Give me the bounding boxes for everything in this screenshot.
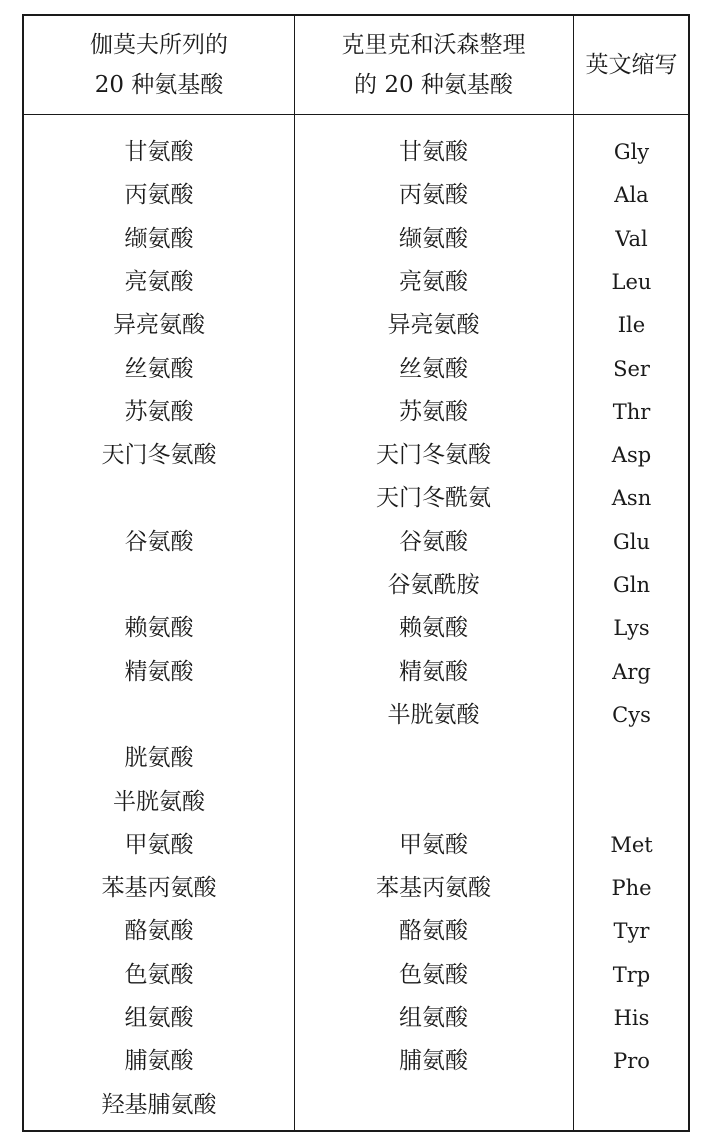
abbreviation-cell: Pro — [613, 1049, 650, 1073]
header-gamow — [24, 16, 294, 114]
abbreviation-cell — [573, 782, 690, 822]
gamow-cell: 赖氨酸 — [124, 615, 194, 641]
abbreviation-cell: Val — [615, 227, 648, 251]
gamow-cell: 组氨酸 — [124, 1005, 194, 1031]
abbreviation-cell: Ile — [617, 313, 646, 337]
crick-watson-cell: 丝氨酸 — [399, 356, 468, 382]
crick-watson-cell: 异亮氨酸 — [387, 312, 480, 338]
crick-watson-cell: 苏氨酸 — [399, 399, 468, 425]
gamow-cell: 羟基脯氨酸 — [101, 1092, 217, 1118]
crick-watson-cell: 谷氨酸 — [399, 529, 468, 555]
gamow-cell — [24, 565, 294, 605]
abbreviation-cell: Tyr — [613, 919, 650, 943]
abbreviation-cell: Leu — [611, 270, 652, 294]
crick-watson-cell: 精氨酸 — [399, 659, 468, 685]
gamow-cell: 苯基丙氨酸 — [101, 875, 217, 901]
gamow-cell: 色氨酸 — [124, 962, 194, 988]
crick-watson-cell: 酪氨酸 — [399, 918, 468, 944]
gamow-cell: 甲氨酸 — [124, 832, 194, 858]
abbreviation-cell: Met — [610, 833, 653, 857]
gamow-cell — [24, 695, 294, 735]
abbreviation-cell: Cys — [612, 703, 651, 727]
abbreviation-cell: Arg — [612, 660, 651, 684]
abbreviation-cell: Thr — [612, 400, 651, 424]
abbreviation-cell: His — [613, 1006, 650, 1030]
gamow-cell: 酪氨酸 — [124, 918, 194, 944]
abbreviation-cell: Asp — [611, 443, 652, 467]
crick-watson-cell: 脯氨酸 — [399, 1048, 468, 1074]
gamow-cell: 丝氨酸 — [124, 356, 194, 382]
crick-watson-cell: 苯基丙氨酸 — [376, 875, 491, 901]
header-gamow-line1: 伽莫夫所列的 — [90, 32, 228, 58]
header-abbreviation: 英文缩写 — [585, 52, 678, 78]
abbreviation-cell: Gly — [613, 140, 650, 164]
header-divider — [24, 114, 688, 115]
crick-watson-cell — [294, 782, 573, 822]
crick-watson-cell: 谷氨酰胺 — [387, 572, 480, 598]
header-crick-line1: 克里克和沃森整理 — [341, 32, 526, 58]
gamow-cell: 半胱氨酸 — [113, 789, 205, 815]
gamow-cell: 谷氨酸 — [124, 529, 194, 555]
gamow-cell: 苏氨酸 — [124, 399, 194, 425]
abbreviation-cell — [573, 1085, 690, 1125]
crick-watson-cell: 甘氨酸 — [399, 139, 468, 165]
crick-watson-cell: 天门冬氨酸 — [376, 442, 491, 468]
gamow-cell: 天门冬氨酸 — [101, 442, 217, 468]
abbreviation-cell: Lys — [613, 616, 650, 640]
abbreviation-cell — [573, 738, 690, 778]
gamow-cell: 异亮氨酸 — [113, 312, 205, 338]
crick-watson-cell: 亮氨酸 — [399, 269, 468, 295]
gamow-cell: 缬氨酸 — [124, 226, 194, 252]
header-crick-line2: 的 20 种氨基酸 — [354, 72, 513, 98]
gamow-cell: 丙氨酸 — [124, 182, 194, 208]
crick-watson-cell — [294, 1085, 573, 1125]
crick-watson-cell: 组氨酸 — [399, 1005, 468, 1031]
header-crick-watson — [294, 16, 573, 114]
crick-watson-cell: 天门冬酰氨 — [376, 485, 491, 511]
abbreviation-cell: Asn — [611, 486, 652, 510]
crick-watson-cell: 半胱氨酸 — [387, 702, 480, 728]
abbreviation-cell: Ala — [614, 183, 649, 207]
gamow-cell: 胱氨酸 — [124, 745, 194, 771]
crick-watson-cell: 甲氨酸 — [399, 832, 468, 858]
crick-watson-cell: 赖氨酸 — [399, 615, 468, 641]
abbreviation-cell: Trp — [612, 963, 651, 987]
amino-acid-table — [22, 14, 690, 1132]
abbreviation-cell: Gln — [612, 573, 651, 597]
gamow-cell — [24, 478, 294, 518]
gamow-cell: 脯氨酸 — [124, 1048, 194, 1074]
header-gamow-line2: 20 种氨基酸 — [94, 72, 224, 98]
gamow-cell: 甘氨酸 — [124, 139, 194, 165]
gamow-cell: 亮氨酸 — [124, 269, 194, 295]
crick-watson-cell: 缬氨酸 — [399, 226, 468, 252]
crick-watson-cell — [294, 738, 573, 778]
abbreviation-cell: Glu — [612, 530, 651, 554]
crick-watson-cell: 色氨酸 — [399, 962, 468, 988]
crick-watson-cell: 丙氨酸 — [399, 182, 468, 208]
abbreviation-cell: Ser — [613, 357, 650, 381]
gamow-cell: 精氨酸 — [124, 659, 194, 685]
abbreviation-cell: Phe — [611, 876, 652, 900]
